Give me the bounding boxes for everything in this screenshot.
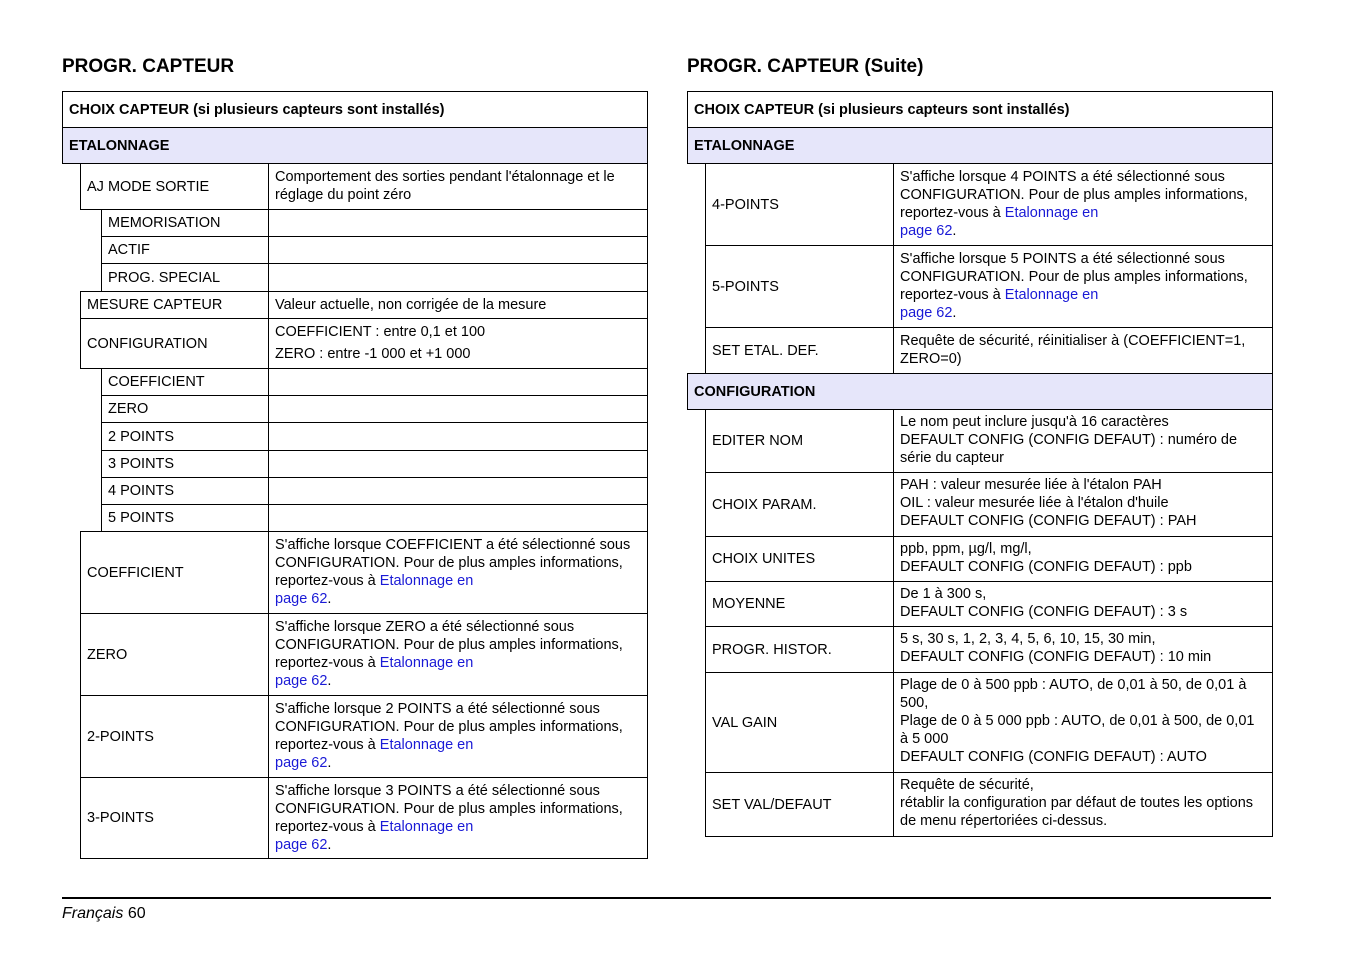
menu-item-description bbox=[268, 318, 648, 369]
menu-subitem-description bbox=[268, 209, 648, 237]
section-title: PROGR. CAPTEUR (Suite) bbox=[687, 56, 924, 77]
menu-subitem-description bbox=[268, 263, 648, 292]
menu-item-description: Valeur actuelle, non corrigée de la mesure bbox=[268, 291, 648, 319]
description-end: . bbox=[952, 305, 957, 321]
menu-item-label: VAL GAIN bbox=[705, 672, 894, 773]
description-line: 5 s, 30 s, 1, 2, 3, 4, 5, 6, 10, 15, 30 min, bbox=[900, 631, 1156, 647]
menu-item-description: Comportement des sorties pendant l'étalonnage et le réglage du point zéro bbox=[268, 163, 648, 210]
description-line: rétablir la configuration par défaut de toutes les options de menu répertoriées ci-dessus. bbox=[900, 795, 1254, 829]
menu-subitem-label: COEFFICIENT bbox=[101, 368, 269, 396]
description-line: Plage de 0 à 500 ppb : AUTO, de 0,01 à 50, de 0,01 à 500, bbox=[900, 677, 1247, 711]
description-end: . bbox=[327, 755, 332, 771]
description-text: S'affiche lorsque COEFFICIENT a été sélectionné sous CONFIGURATION. Pour de plus amples informations, reportez-vous à bbox=[275, 537, 631, 589]
menu-subitem-label: MEMORISATION bbox=[101, 209, 269, 237]
page-link[interactable]: page 62 bbox=[275, 755, 328, 771]
table-header-calibration: ETALONNAGE bbox=[62, 127, 648, 164]
menu-item-label: 2-POINTS bbox=[80, 695, 269, 778]
description-end: . bbox=[327, 837, 332, 853]
menu-subitem-description bbox=[268, 477, 648, 505]
menu-item-label: AJ MODE SORTIE bbox=[80, 163, 269, 210]
description-text: S'affiche lorsque 2 POINTS a été sélectionné sous CONFIGURATION. Pour de plus amples informations, reportez-vous à bbox=[275, 701, 623, 753]
description-line: DEFAULT CONFIG (CONFIG DEFAUT) : PAH bbox=[900, 513, 1197, 529]
page-link[interactable]: page 62 bbox=[900, 305, 953, 321]
page-link[interactable]: page 62 bbox=[900, 223, 953, 239]
menu-subitem-label: PROG. SPECIAL bbox=[101, 263, 269, 292]
menu-item-description bbox=[893, 672, 1273, 773]
description-line: Requête de sécurité, bbox=[900, 777, 1034, 793]
calibration-link[interactable]: Etalonnage en bbox=[379, 819, 474, 835]
description-line: DEFAULT CONFIG (CONFIG DEFAUT) : numéro de série du capteur bbox=[900, 432, 1238, 466]
menu-item-description bbox=[893, 163, 1273, 246]
description-line: DEFAULT CONFIG (CONFIG DEFAUT) : 3 s bbox=[900, 604, 1188, 620]
footer-language: Français bbox=[62, 905, 124, 922]
calibration-link[interactable]: Etalonnage en bbox=[1004, 287, 1099, 303]
menu-item-label: MOYENNE bbox=[705, 581, 894, 627]
description-line: DEFAULT CONFIG (CONFIG DEFAUT) : 10 min bbox=[900, 649, 1212, 665]
menu-item-label: SET ETAL. DEF. bbox=[705, 327, 894, 374]
description-end: . bbox=[327, 591, 332, 607]
description-line: Le nom peut inclure jusqu'à 16 caractères bbox=[900, 414, 1169, 430]
description-end: . bbox=[327, 673, 332, 689]
menu-subitem-description bbox=[268, 450, 648, 478]
table-header-sensor: CHOIX CAPTEUR (si plusieurs capteurs sont installés) bbox=[687, 91, 1273, 128]
menu-item-label: ZERO bbox=[80, 613, 269, 696]
menu-item-label: COEFFICIENT bbox=[80, 531, 269, 614]
menu-item-label: PROGR. HISTOR. bbox=[705, 626, 894, 673]
description-line: DEFAULT CONFIG (CONFIG DEFAUT) : ppb bbox=[900, 559, 1192, 575]
menu-item-label: SET VAL/DEFAUT bbox=[705, 772, 894, 837]
description-end: . bbox=[952, 223, 957, 239]
description-line: COEFFICIENT : entre 0,1 et 100 bbox=[275, 324, 486, 340]
menu-subitem-label: 4 POINTS bbox=[101, 477, 269, 505]
menu-item-description bbox=[893, 626, 1273, 673]
menu-subitem-label: ACTIF bbox=[101, 236, 269, 264]
menu-item-description bbox=[893, 409, 1273, 473]
page-link[interactable]: page 62 bbox=[275, 591, 328, 607]
menu-item-label: 4-POINTS bbox=[705, 163, 894, 246]
description-line: ppb, ppm, µg/l, mg/l, bbox=[900, 541, 1032, 557]
menu-subitem-description bbox=[268, 368, 648, 396]
menu-subitem-description bbox=[268, 395, 648, 423]
menu-item-description bbox=[268, 531, 648, 614]
menu-item-description bbox=[268, 777, 648, 859]
menu-item-description bbox=[893, 472, 1273, 537]
menu-item-label: EDITER NOM bbox=[705, 409, 894, 473]
description-line: PAH : valeur mesurée liée à l'étalon PAH bbox=[900, 477, 1162, 493]
menu-item-description: Requête de sécurité, réinitialiser à (COEFFICIENT=1, ZERO=0) bbox=[893, 327, 1273, 374]
description-text: S'affiche lorsque ZERO a été sélectionné sous CONFIGURATION. Pour de plus amples informations, reportez-vous à bbox=[275, 619, 623, 671]
description-line: De 1 à 300 s, bbox=[900, 586, 987, 602]
footer-divider bbox=[62, 897, 1271, 899]
description-text: S'affiche lorsque 5 POINTS a été sélectionné sous CONFIGURATION. Pour de plus amples informations, reportez-vous à bbox=[900, 251, 1248, 303]
description-line: DEFAULT CONFIG (CONFIG DEFAUT) : AUTO bbox=[900, 749, 1207, 765]
menu-item-label: CHOIX UNITES bbox=[705, 536, 894, 582]
description-line: Plage de 0 à 5 000 ppb : AUTO, de 0,01 à 500, de 0,01 à 5 000 bbox=[900, 713, 1255, 747]
menu-subitem-description bbox=[268, 236, 648, 264]
menu-item-label: 5-POINTS bbox=[705, 245, 894, 328]
calibration-link[interactable]: Etalonnage en bbox=[379, 737, 474, 753]
calibration-link[interactable]: Etalonnage en bbox=[1004, 205, 1099, 221]
menu-subitem-description bbox=[268, 504, 648, 532]
menu-item-label: MESURE CAPTEUR bbox=[80, 291, 269, 319]
menu-item-description bbox=[268, 695, 648, 778]
page-link[interactable]: page 62 bbox=[275, 673, 328, 689]
menu-subitem-description bbox=[268, 422, 648, 451]
menu-subitem-label: 5 POINTS bbox=[101, 504, 269, 532]
menu-subitem-label: ZERO bbox=[101, 395, 269, 423]
menu-subitem-label: 3 POINTS bbox=[101, 450, 269, 478]
menu-item-description bbox=[893, 772, 1273, 837]
description-text: S'affiche lorsque 4 POINTS a été sélectionné sous CONFIGURATION. Pour de plus amples informations, reportez-vous à bbox=[900, 169, 1248, 221]
calibration-link[interactable]: Etalonnage en bbox=[379, 573, 474, 589]
description-text: S'affiche lorsque 3 POINTS a été sélectionné sous CONFIGURATION. Pour de plus amples informations, reportez-vous à bbox=[275, 783, 623, 835]
table-header-configuration: CONFIGURATION bbox=[687, 373, 1273, 410]
menu-subitem-label: 2 POINTS bbox=[101, 422, 269, 451]
menu-item-description bbox=[893, 245, 1273, 328]
description-line: ZERO : entre -1 000 et +1 000 bbox=[275, 346, 471, 362]
menu-item-label: 3-POINTS bbox=[80, 777, 269, 859]
footer-page-number: 60 bbox=[127, 905, 146, 922]
section-title: PROGR. CAPTEUR bbox=[62, 56, 235, 77]
table-header-sensor: CHOIX CAPTEUR (si plusieurs capteurs sont installés) bbox=[62, 91, 648, 128]
table-header-calibration: ETALONNAGE bbox=[687, 127, 1273, 164]
menu-item-label: CHOIX PARAM. bbox=[705, 472, 894, 537]
menu-item-description bbox=[893, 581, 1273, 627]
calibration-link[interactable]: Etalonnage en bbox=[379, 655, 474, 671]
page-link[interactable]: page 62 bbox=[275, 837, 328, 853]
menu-item-description bbox=[268, 613, 648, 696]
description-line: OIL : valeur mesurée liée à l'étalon d'huile bbox=[900, 495, 1169, 511]
page-footer bbox=[62, 905, 146, 923]
menu-item-label: CONFIGURATION bbox=[80, 318, 269, 369]
menu-item-description bbox=[893, 536, 1273, 582]
